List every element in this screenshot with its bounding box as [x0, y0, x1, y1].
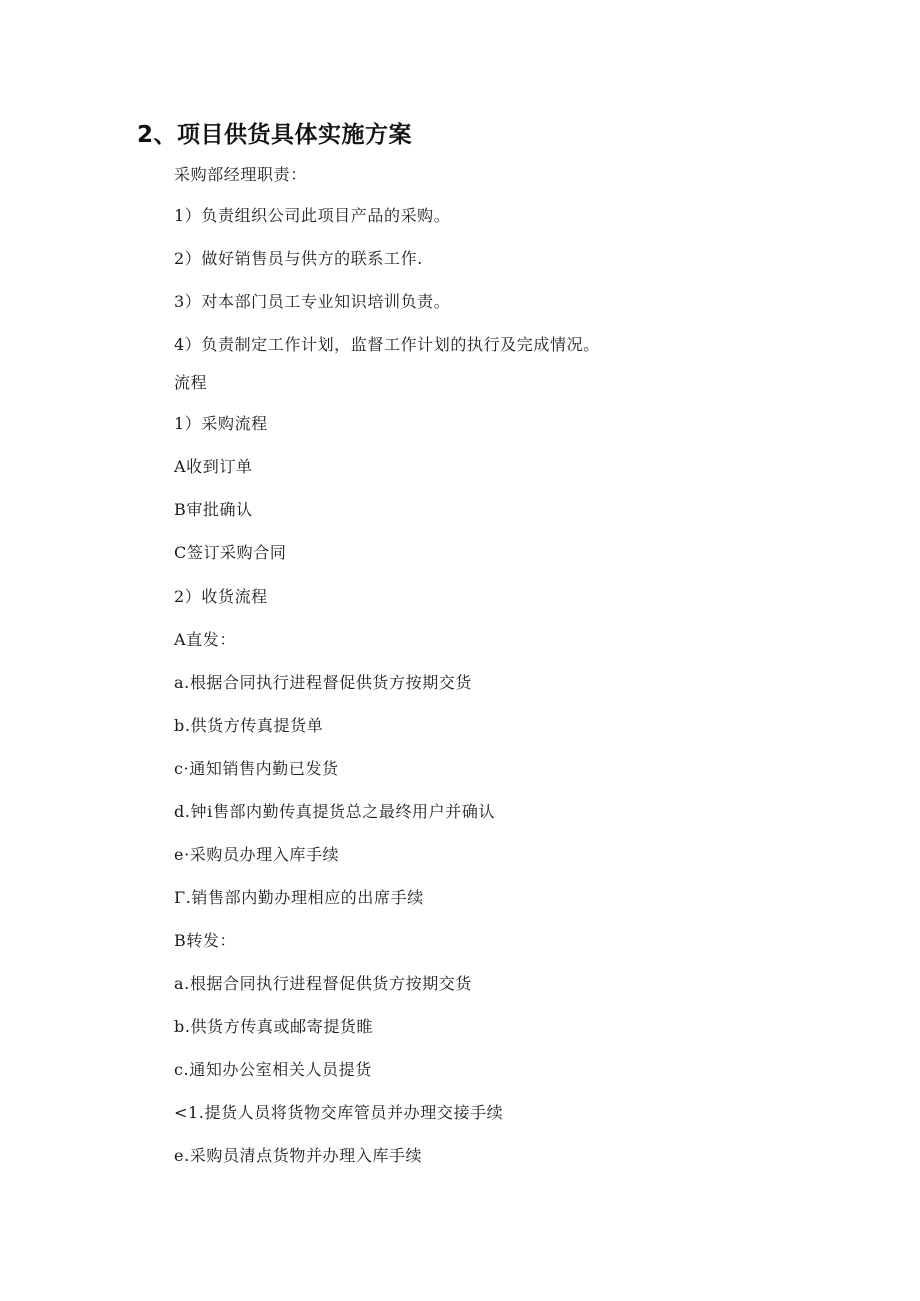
direct-step-f: Γ.销售部内勤办理相应的出席手续 [174, 888, 424, 907]
direct-step-e: e·采购员办理入库手续 [174, 845, 340, 864]
transfer-shipping-title: B转发： [174, 931, 237, 950]
purchase-process-title: 1）采购流程 [174, 414, 268, 433]
receiving-process-title: 2）收货流程 [174, 587, 268, 606]
duty-item-3: 3）对本部门员工专业知识培训负责。 [174, 292, 451, 311]
transfer-step-a: a.根据合同执行进程督促供货方按期交货 [174, 974, 473, 993]
transfer-step-d: <1.提货人员将货物交库管员并办理交接手续 [174, 1103, 504, 1122]
direct-step-d: d.钟i售部内勤传真提货总之最终用户并确认 [174, 802, 496, 821]
direct-step-c: c·通知销售内勤已发货 [174, 759, 339, 778]
direct-step-a: a.根据合同执行进程督促供货方按期交货 [174, 673, 473, 692]
duty-item-4: 4）负责制定工作计划，监督工作计划的执行及完成情况。 [174, 335, 600, 354]
duty-item-2: 2）做好销售员与供方的联系工作. [174, 249, 423, 268]
transfer-step-c: c.通知办公室相关人员提货 [174, 1060, 372, 1079]
purchase-step-c: C签订采购合同 [174, 543, 287, 562]
transfer-step-e: e.采购员清点货物并办理入库手续 [174, 1146, 423, 1165]
direct-shipping-title: A直发： [174, 630, 236, 649]
duty-title: 采购部经理职责： [174, 165, 307, 184]
purchase-step-b: B审批确认 [174, 500, 253, 519]
process-title: 流程 [174, 373, 208, 392]
purchase-step-a: A收到订单 [174, 457, 253, 476]
direct-step-b: b.供货方传真提货单 [174, 716, 324, 735]
section-heading: 2、项目供货具体实施方案 [137, 122, 413, 148]
transfer-step-b: b.供货方传真或邮寄提货睢 [174, 1017, 374, 1036]
duty-item-1: 1）负责组织公司此项目产品的采购。 [174, 206, 451, 225]
